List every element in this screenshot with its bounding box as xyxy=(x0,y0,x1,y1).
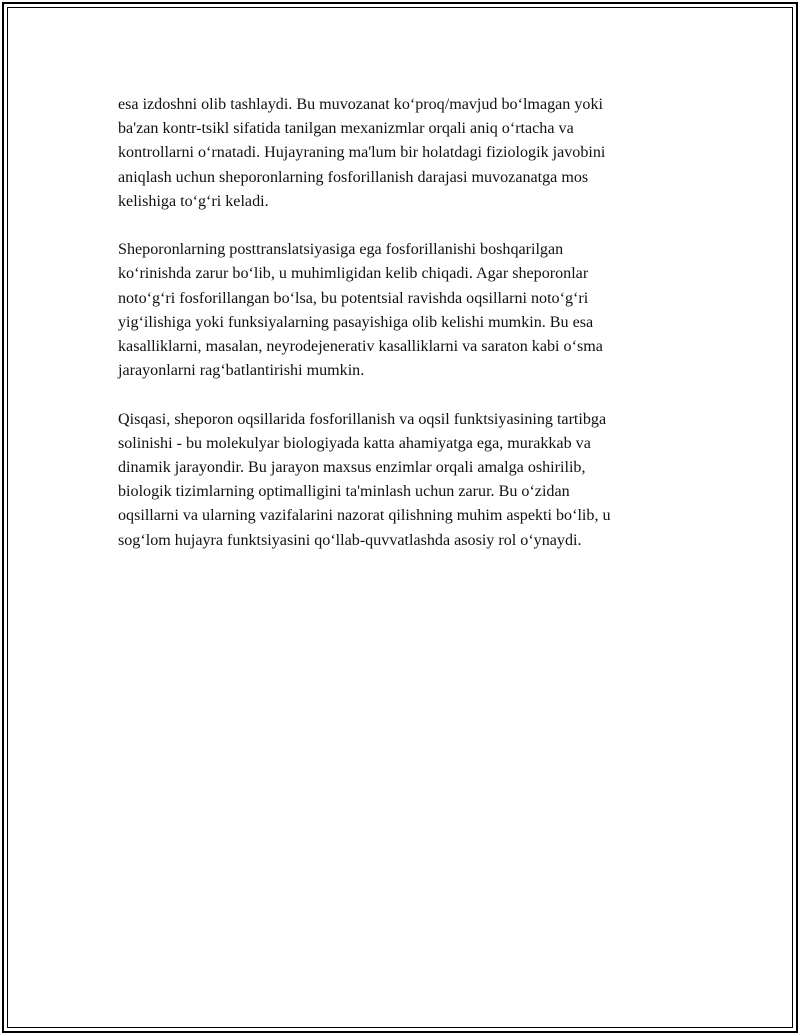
paragraph-3: Qisqasi, sheporon oqsillarida fosforillanish va oqsil funktsiyasining tartibga solinishi - bu molekulyar biologiyada katta ahamiyatga ega, murakkab va dinamik jarayondir. Bu jarayon maxsus enzimlar orqali amalga oshirilib, biologik tizimlarning optimalligini ta'minlash uchun zarur. Bu o‘zidan oqsillarni va ularning vazifalarini nazorat qilishning muhim aspekti bo‘lib, u sog‘lom hujayra funktsiyasini qo‘llab-quvvatlashda asosiy rol o‘ynaydi. xyxy=(118,410,611,549)
paragraph-1: esa izdoshni olib tashlaydi. Bu muvozanat ko‘proq/mavjud bo‘lmagan yoki ba'zan kontr-tsikl sifatida tanilgan mexanizmlar orqali aniq o‘rtacha va kontrollarni o‘rnatadi. Hujayraning ma'lum bir holatdagi fiziologik javobini aniqlash uchun sheporonlarning fosforillanish darajasi muvozanatga mos kelishiga to‘g‘ri keladi. xyxy=(118,96,606,210)
paragraph-2: Sheporonlarning posttranslatsiyasiga ega fosforillanishi boshqarilgan ko‘rinishda zarur bo‘lib, u muhimligidan kelib chiqadi. Agar sheporonlar noto‘g‘ri fosforillangan bo‘lsa, bu potentsial ravishda oqsillarni noto‘g‘ri yig‘ilishiga yoki funksiyalarning pasayishiga olib kelishi mumkin. Bu esa kasalliklarni, masalan, neyrodejenerativ kasalliklarni va saraton kabi o‘sma jarayonlarni rag‘batlantirishi mumkin. xyxy=(118,241,603,380)
document-body xyxy=(118,93,690,577)
